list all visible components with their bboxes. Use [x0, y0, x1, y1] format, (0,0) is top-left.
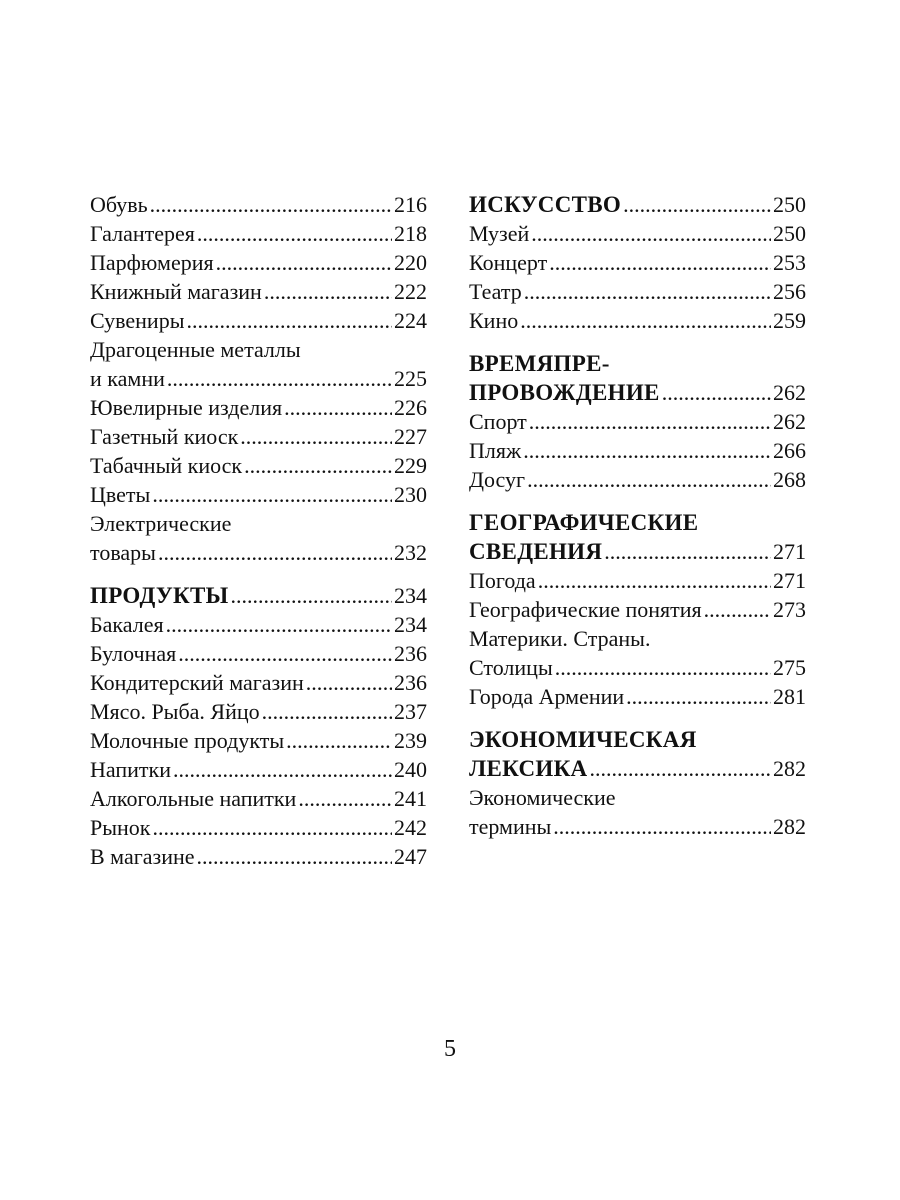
dot-leader: [662, 378, 771, 407]
toc-entry-line: [469, 754, 806, 783]
dot-leader: [538, 566, 771, 595]
dot-leader: [529, 407, 771, 436]
toc-entry-line: [469, 653, 806, 682]
toc-entry-title: В магазине: [90, 844, 195, 869]
dot-leader: [523, 436, 771, 465]
dot-leader: [231, 581, 392, 610]
toc-entry-page: 239: [394, 728, 427, 753]
toc-entry-page: 241: [394, 786, 427, 811]
toc-entry-title: Погода: [469, 568, 536, 593]
toc-entry-page: 236: [394, 670, 427, 695]
toc-entry-page: 227: [394, 424, 427, 449]
toc-entry-page: 234: [394, 612, 427, 637]
toc-section-heading: [469, 508, 806, 566]
toc-column-left: [90, 190, 427, 871]
dot-leader: [704, 595, 771, 624]
toc-entry-page: 259: [773, 308, 806, 333]
toc-entry-title: Драгоценные металлы: [90, 337, 301, 362]
toc-entry-line: [469, 465, 806, 494]
toc-entry: [469, 682, 806, 711]
toc-entry-title: ПРОДУКТЫ: [90, 583, 229, 608]
toc-entry-line: [469, 248, 806, 277]
dot-leader: [152, 813, 392, 842]
dot-leader: [152, 480, 392, 509]
toc-entry: [469, 624, 806, 682]
toc-entry: [90, 277, 427, 306]
toc-entry-title: Спорт: [469, 409, 527, 434]
toc-entry-title: ГЕОГРАФИЧЕСКИЕ: [469, 510, 699, 535]
toc-entry: [469, 566, 806, 595]
toc-entry: [90, 335, 427, 393]
section-gap: [469, 335, 806, 349]
toc-entry-title: Булочная: [90, 641, 177, 666]
toc-entry-title: Бакалея: [90, 612, 164, 637]
toc-entry-line: [469, 508, 806, 537]
toc-entry: [90, 610, 427, 639]
dot-leader: [524, 277, 771, 306]
toc-entry-title: ЛЕКСИКА: [469, 756, 588, 781]
toc-entry: [469, 436, 806, 465]
toc-entry-page: 226: [394, 395, 427, 420]
toc-entry: [469, 783, 806, 841]
dot-leader: [520, 306, 771, 335]
toc-entry-line: [469, 566, 806, 595]
toc-entry-line: [90, 610, 427, 639]
toc-entry: [90, 726, 427, 755]
toc-entry: [469, 465, 806, 494]
toc-entry-line: [90, 726, 427, 755]
toc-column-right: [469, 190, 806, 841]
toc-entry-line: [90, 190, 427, 219]
dot-leader: [216, 248, 392, 277]
toc-entry-line: [90, 842, 427, 871]
toc-section-heading: [90, 581, 427, 610]
toc-entry-title: Экономические: [469, 785, 616, 810]
toc-entry-title: Галантерея: [90, 221, 195, 246]
toc-entry-line: [90, 248, 427, 277]
toc-entry-line: [90, 697, 427, 726]
toc-entry: [469, 248, 806, 277]
toc-entry-title: Молочные продукты: [90, 728, 285, 753]
dot-leader: [240, 422, 392, 451]
toc-entry-line: [469, 349, 806, 378]
toc-entry-page: 232: [394, 540, 427, 565]
toc-entry-page: 282: [773, 756, 806, 781]
toc-entry-line: [90, 422, 427, 451]
toc-entry-page: 224: [394, 308, 427, 333]
toc-entry-title: ЭКОНОМИЧЕСКАЯ: [469, 727, 697, 752]
toc-entry-title: Сувениры: [90, 308, 185, 333]
toc-entry-line: [469, 407, 806, 436]
toc-entry: [90, 813, 427, 842]
toc-entry-line: [469, 624, 806, 653]
toc-entry-title: Алкогольные напитки: [90, 786, 297, 811]
toc-entry-line: [90, 451, 427, 480]
toc-entry-line: [469, 190, 806, 219]
toc-entry-page: 247: [394, 844, 427, 869]
dot-leader: [286, 726, 392, 755]
dot-leader: [197, 219, 392, 248]
toc-entry-page: 282: [773, 814, 806, 839]
toc-entry-title: Парфюмерия: [90, 250, 214, 275]
toc-entry-page: 271: [773, 568, 806, 593]
toc-entry: [90, 668, 427, 697]
toc-entry-page: 275: [773, 655, 806, 680]
toc-entry-line: [90, 755, 427, 784]
toc-entry-title: Ювелирные изделия: [90, 395, 283, 420]
toc-entry: [469, 277, 806, 306]
toc-entry: [90, 393, 427, 422]
toc-entry-title: Электрические: [90, 511, 232, 536]
toc-entry-title: Табачный киоск: [90, 453, 243, 478]
toc-entry-line: [90, 364, 427, 393]
toc-entry: [90, 422, 427, 451]
toc-entry-page: 216: [394, 192, 427, 217]
toc-entry-line: [469, 783, 806, 812]
toc-entry: [90, 248, 427, 277]
dot-leader: [604, 537, 771, 566]
toc-entry: [469, 595, 806, 624]
toc-entry-title: Напитки: [90, 757, 171, 782]
toc-entry-title: Материки. Страны.: [469, 626, 651, 651]
toc-section-heading: [469, 349, 806, 407]
toc-entry: [90, 697, 427, 726]
section-gap: [469, 494, 806, 508]
toc-entry-title: термины: [469, 814, 552, 839]
toc-entry-page: 222: [394, 279, 427, 304]
toc-entry-title: Театр: [469, 279, 522, 304]
toc-entry-page: 234: [394, 583, 427, 608]
toc-entry-line: [469, 682, 806, 711]
toc-entry-title: Кондитерский магазин: [90, 670, 304, 695]
toc-entry-line: [469, 595, 806, 624]
toc-entry-title: Книжный магазин: [90, 279, 262, 304]
toc-entry-title: Музей: [469, 221, 530, 246]
toc-entry-page: 242: [394, 815, 427, 840]
toc-entry-line: [469, 378, 806, 407]
toc-entry-page: 229: [394, 453, 427, 478]
toc-entry-page: 237: [394, 699, 427, 724]
toc-entry-page: 266: [773, 438, 806, 463]
toc-entry-page: 262: [773, 380, 806, 405]
dot-leader: [623, 190, 771, 219]
section-gap: [469, 711, 806, 725]
dot-leader: [244, 451, 392, 480]
toc-entry-page: 273: [773, 597, 806, 622]
page-number: 5: [444, 1036, 456, 1062]
toc-entry-page: 240: [394, 757, 427, 782]
toc-entry: [90, 451, 427, 480]
toc-entry-page: 281: [773, 684, 806, 709]
toc-entry-title: Кино: [469, 308, 519, 333]
dot-leader: [531, 219, 771, 248]
dot-leader: [264, 277, 392, 306]
toc-entry-page: 236: [394, 641, 427, 666]
toc-entry-line: [90, 813, 427, 842]
toc-entry-page: 253: [773, 250, 806, 275]
toc-entry: [90, 509, 427, 567]
dot-leader: [150, 190, 392, 219]
toc-entry-line: [90, 784, 427, 813]
toc-entry-page: 225: [394, 366, 427, 391]
toc-entry: [90, 480, 427, 509]
section-gap: [90, 567, 427, 581]
dot-leader: [298, 784, 392, 813]
dot-leader: [178, 639, 392, 668]
dot-leader: [262, 697, 392, 726]
toc-entry-title: Города Армении: [469, 684, 625, 709]
toc-entry-line: [90, 581, 427, 610]
toc-entry-title: ИСКУССТВО: [469, 192, 622, 217]
dot-leader: [589, 754, 771, 783]
toc-entry: [90, 842, 427, 871]
toc-entry-line: [90, 277, 427, 306]
toc-entry: [469, 407, 806, 436]
toc-entry-line: [90, 306, 427, 335]
toc-entry: [90, 219, 427, 248]
toc-entry-page: 271: [773, 539, 806, 564]
dot-leader: [555, 653, 771, 682]
toc-entry-title: Обувь: [90, 192, 148, 217]
toc-entry-title: товары: [90, 540, 156, 565]
toc-entry-page: 262: [773, 409, 806, 434]
toc-entry-title: ВРЕМЯПРЕ-: [469, 351, 610, 376]
toc-entry: [90, 306, 427, 335]
toc-entry-line: [90, 393, 427, 422]
dot-leader: [626, 682, 771, 711]
toc-entry-title: Концерт: [469, 250, 548, 275]
toc-entry-line: [90, 335, 427, 364]
toc-entry-title: Газетный киоск: [90, 424, 239, 449]
toc-entry-line: [469, 725, 806, 754]
toc-entry-page: 230: [394, 482, 427, 507]
dot-leader: [527, 465, 771, 494]
toc-entry-title: СВЕДЕНИЯ: [469, 539, 603, 564]
toc-entry-title: Географические понятия: [469, 597, 702, 622]
toc-entry-line: [90, 480, 427, 509]
toc-entry-line: [90, 509, 427, 538]
toc-entry-title: и камни: [90, 366, 165, 391]
toc-entry-line: [90, 639, 427, 668]
dot-leader: [284, 393, 392, 422]
toc-section-heading: [469, 190, 806, 219]
toc-entry-line: [469, 219, 806, 248]
toc-entry-line: [90, 538, 427, 567]
toc-entry: [90, 190, 427, 219]
toc-entry: [469, 306, 806, 335]
dot-leader: [549, 248, 771, 277]
toc-entry-line: [469, 812, 806, 841]
toc-entry-line: [469, 306, 806, 335]
toc-entry-page: 220: [394, 250, 427, 275]
dot-leader: [158, 538, 392, 567]
toc-entry: [90, 755, 427, 784]
toc-section-heading: [469, 725, 806, 783]
toc-entry-line: [90, 219, 427, 248]
toc-entry: [90, 784, 427, 813]
toc-entry-title: Мясо. Рыба. Яйцо: [90, 699, 260, 724]
toc-entry-title: Рынок: [90, 815, 151, 840]
toc-entry-page: 218: [394, 221, 427, 246]
toc-entry-line: [90, 668, 427, 697]
toc-entry: [469, 219, 806, 248]
toc-entry-page: 256: [773, 279, 806, 304]
dot-leader: [306, 668, 392, 697]
dot-leader: [166, 610, 392, 639]
dot-leader: [553, 812, 771, 841]
toc-entry-title: Столицы: [469, 655, 553, 680]
toc-entry: [90, 639, 427, 668]
toc-entry-page: 268: [773, 467, 806, 492]
toc-entry-line: [469, 537, 806, 566]
toc-entry-title: Пляж: [469, 438, 522, 463]
toc-entry-line: [469, 436, 806, 465]
dot-leader: [186, 306, 392, 335]
toc-entry-title: Цветы: [90, 482, 151, 507]
toc-entry-title: Досуг: [469, 467, 526, 492]
toc-entry-page: 250: [773, 192, 806, 217]
dot-leader: [173, 755, 392, 784]
dot-leader: [197, 842, 393, 871]
toc-entry-title: ПРОВОЖДЕНИЕ: [469, 380, 660, 405]
toc-entry-line: [469, 277, 806, 306]
dot-leader: [167, 364, 392, 393]
toc-entry-page: 250: [773, 221, 806, 246]
